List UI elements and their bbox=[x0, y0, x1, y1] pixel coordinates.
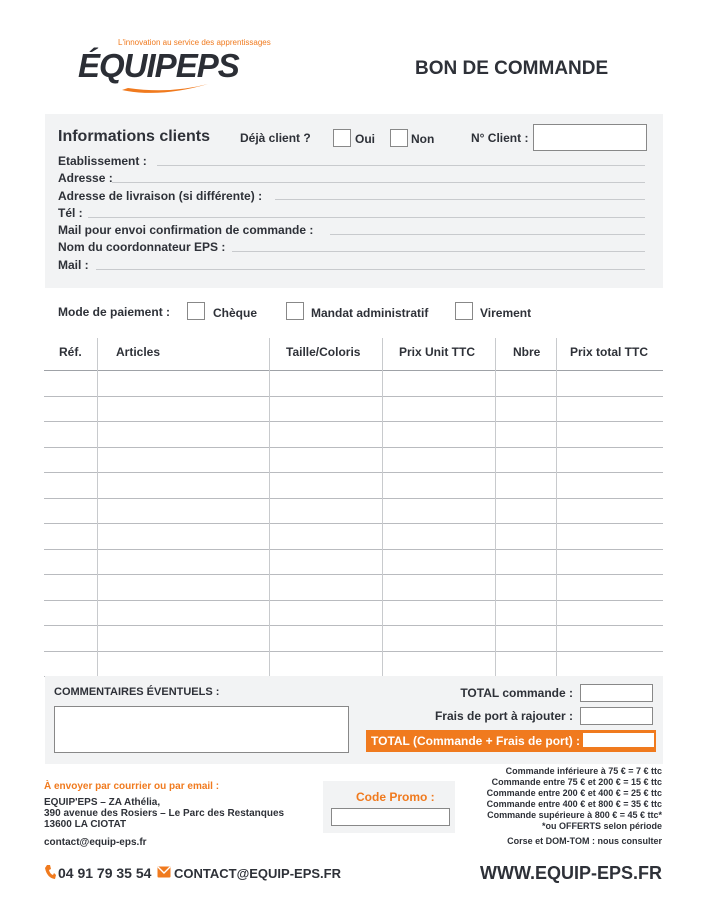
field-livraison-label: Adresse de livraison (si différente) : bbox=[58, 189, 263, 203]
payment-label: Mode de paiement : bbox=[58, 305, 171, 319]
field-mail-label: Mail : bbox=[58, 258, 89, 272]
address-line-3: 13600 LA CIOTAT bbox=[44, 819, 127, 830]
page-title: BON DE COMMANDE bbox=[415, 58, 609, 79]
deja-client-label: Déjà client ? bbox=[240, 131, 311, 145]
col-header-ref: Réf. bbox=[59, 345, 82, 359]
virement-checkbox[interactable] bbox=[455, 302, 473, 320]
table-column-divider bbox=[556, 338, 557, 676]
table-column-divider bbox=[97, 338, 98, 676]
shipping-line: Commande entre 75 € et 200 € = 15 € ttc bbox=[491, 777, 662, 787]
table-row[interactable] bbox=[44, 472, 663, 473]
total-final-bar bbox=[366, 730, 656, 752]
total-commande-label: TOTAL commande : bbox=[460, 686, 573, 700]
field-mail-line[interactable] bbox=[96, 269, 645, 270]
table-row[interactable] bbox=[44, 600, 663, 601]
table-row[interactable] bbox=[44, 523, 663, 524]
table-row[interactable] bbox=[44, 625, 663, 626]
logo-swoosh-icon bbox=[120, 82, 210, 96]
footer-website[interactable]: WWW.EQUIP-EPS.FR bbox=[480, 863, 662, 883]
mandat-label: Mandat administratif bbox=[311, 306, 429, 320]
field-tel-line[interactable] bbox=[88, 217, 645, 218]
total-final-input[interactable] bbox=[583, 733, 654, 747]
oui-label: Oui bbox=[355, 132, 375, 146]
field-mail-confirmation-line[interactable] bbox=[330, 234, 645, 235]
logo-tagline: L'innovation au service des apprentissages bbox=[118, 38, 271, 47]
field-tel-label: Tél : bbox=[58, 206, 83, 220]
cheque-label: Chèque bbox=[213, 306, 258, 320]
non-checkbox[interactable] bbox=[390, 129, 408, 147]
frais-port-input[interactable] bbox=[580, 707, 653, 725]
phone-icon bbox=[44, 864, 56, 880]
frais-port-label: Frais de port à rajouter : bbox=[434, 709, 573, 723]
shipping-line: Commande supérieure à 800 € = 45 € ttc* bbox=[487, 810, 662, 820]
comments-label: COMMENTAIRES ÉVENTUELS : bbox=[54, 686, 220, 698]
table-header-line bbox=[44, 370, 663, 371]
field-coordonnateur-label: Nom du coordonnateur EPS : bbox=[58, 240, 226, 254]
col-header-taille: Taille/Coloris bbox=[286, 345, 361, 359]
table-column-divider bbox=[269, 338, 270, 676]
mandat-checkbox[interactable] bbox=[286, 302, 304, 320]
table-row[interactable] bbox=[44, 498, 663, 499]
non-label: Non bbox=[411, 132, 435, 146]
total-final-label: TOTAL (Commande + Frais de port) : bbox=[371, 734, 581, 748]
table-column-divider bbox=[495, 338, 496, 676]
n-client-input[interactable] bbox=[533, 124, 647, 151]
shipping-line: Commande entre 400 € et 800 € = 35 € ttc bbox=[486, 799, 662, 809]
table-row[interactable] bbox=[44, 574, 663, 575]
field-etablissement-line[interactable] bbox=[157, 165, 645, 166]
table-row[interactable] bbox=[44, 421, 663, 422]
table-row[interactable] bbox=[44, 396, 663, 397]
cheque-checkbox[interactable] bbox=[187, 302, 205, 320]
col-header-prix-total: Prix total TTC bbox=[570, 345, 649, 359]
col-header-nbre: Nbre bbox=[513, 345, 541, 359]
shipping-line: Commande entre 200 € et 400 € = 25 € ttc bbox=[486, 788, 662, 798]
address-line-2: 390 avenue des Rosiers – Le Parc des Restanques bbox=[44, 808, 285, 819]
address-line-1: EQUIP'EPS – ZA Athélia, bbox=[44, 797, 161, 808]
logo-text-part1: ÉQUIP bbox=[78, 47, 176, 84]
logo bbox=[78, 47, 239, 85]
contact-email[interactable]: contact@equip-eps.fr bbox=[44, 837, 147, 848]
oui-checkbox[interactable] bbox=[333, 129, 351, 147]
col-header-articles: Articles bbox=[116, 345, 161, 359]
field-mail-confirmation-label: Mail pour envoi confirmation de commande : bbox=[58, 223, 314, 237]
total-commande-input[interactable] bbox=[580, 684, 653, 702]
promo-label: Code Promo : bbox=[356, 790, 435, 804]
shipping-rates bbox=[487, 766, 662, 832]
logo-text-part2: EPS bbox=[175, 47, 239, 84]
shipping-line: Commande inférieure à 75 € = 7 € ttc bbox=[505, 766, 662, 776]
col-header-prix-unit: Prix Unit TTC bbox=[399, 345, 476, 359]
send-heading: À envoyer par courrier ou par email : bbox=[44, 781, 220, 792]
footer-phone[interactable]: 04 91 79 35 54 bbox=[58, 865, 152, 881]
table-column-divider bbox=[382, 338, 383, 676]
field-adresse-label: Adresse : bbox=[58, 171, 113, 185]
envelope-icon bbox=[157, 866, 171, 878]
shipping-line: *ou OFFERTS selon période bbox=[541, 821, 662, 831]
field-adresse-line[interactable] bbox=[112, 182, 645, 183]
field-livraison-line[interactable] bbox=[275, 199, 645, 200]
client-info-title: Informations clients bbox=[58, 128, 211, 145]
table-row[interactable] bbox=[44, 447, 663, 448]
table-row[interactable] bbox=[44, 651, 663, 652]
field-coordonnateur-line[interactable] bbox=[232, 251, 645, 252]
comments-textarea[interactable] bbox=[54, 706, 349, 753]
footer-contact[interactable]: CONTACT@EQUIP-EPS.FR bbox=[174, 866, 341, 881]
field-etablissement-label: Etablissement : bbox=[58, 154, 147, 168]
shipping-note: Corse et DOM-TOM : nous consulter bbox=[507, 836, 662, 846]
virement-label: Virement bbox=[480, 306, 532, 320]
n-client-label: N° Client : bbox=[471, 131, 529, 145]
promo-input[interactable] bbox=[331, 808, 450, 826]
table-row[interactable] bbox=[44, 549, 663, 550]
